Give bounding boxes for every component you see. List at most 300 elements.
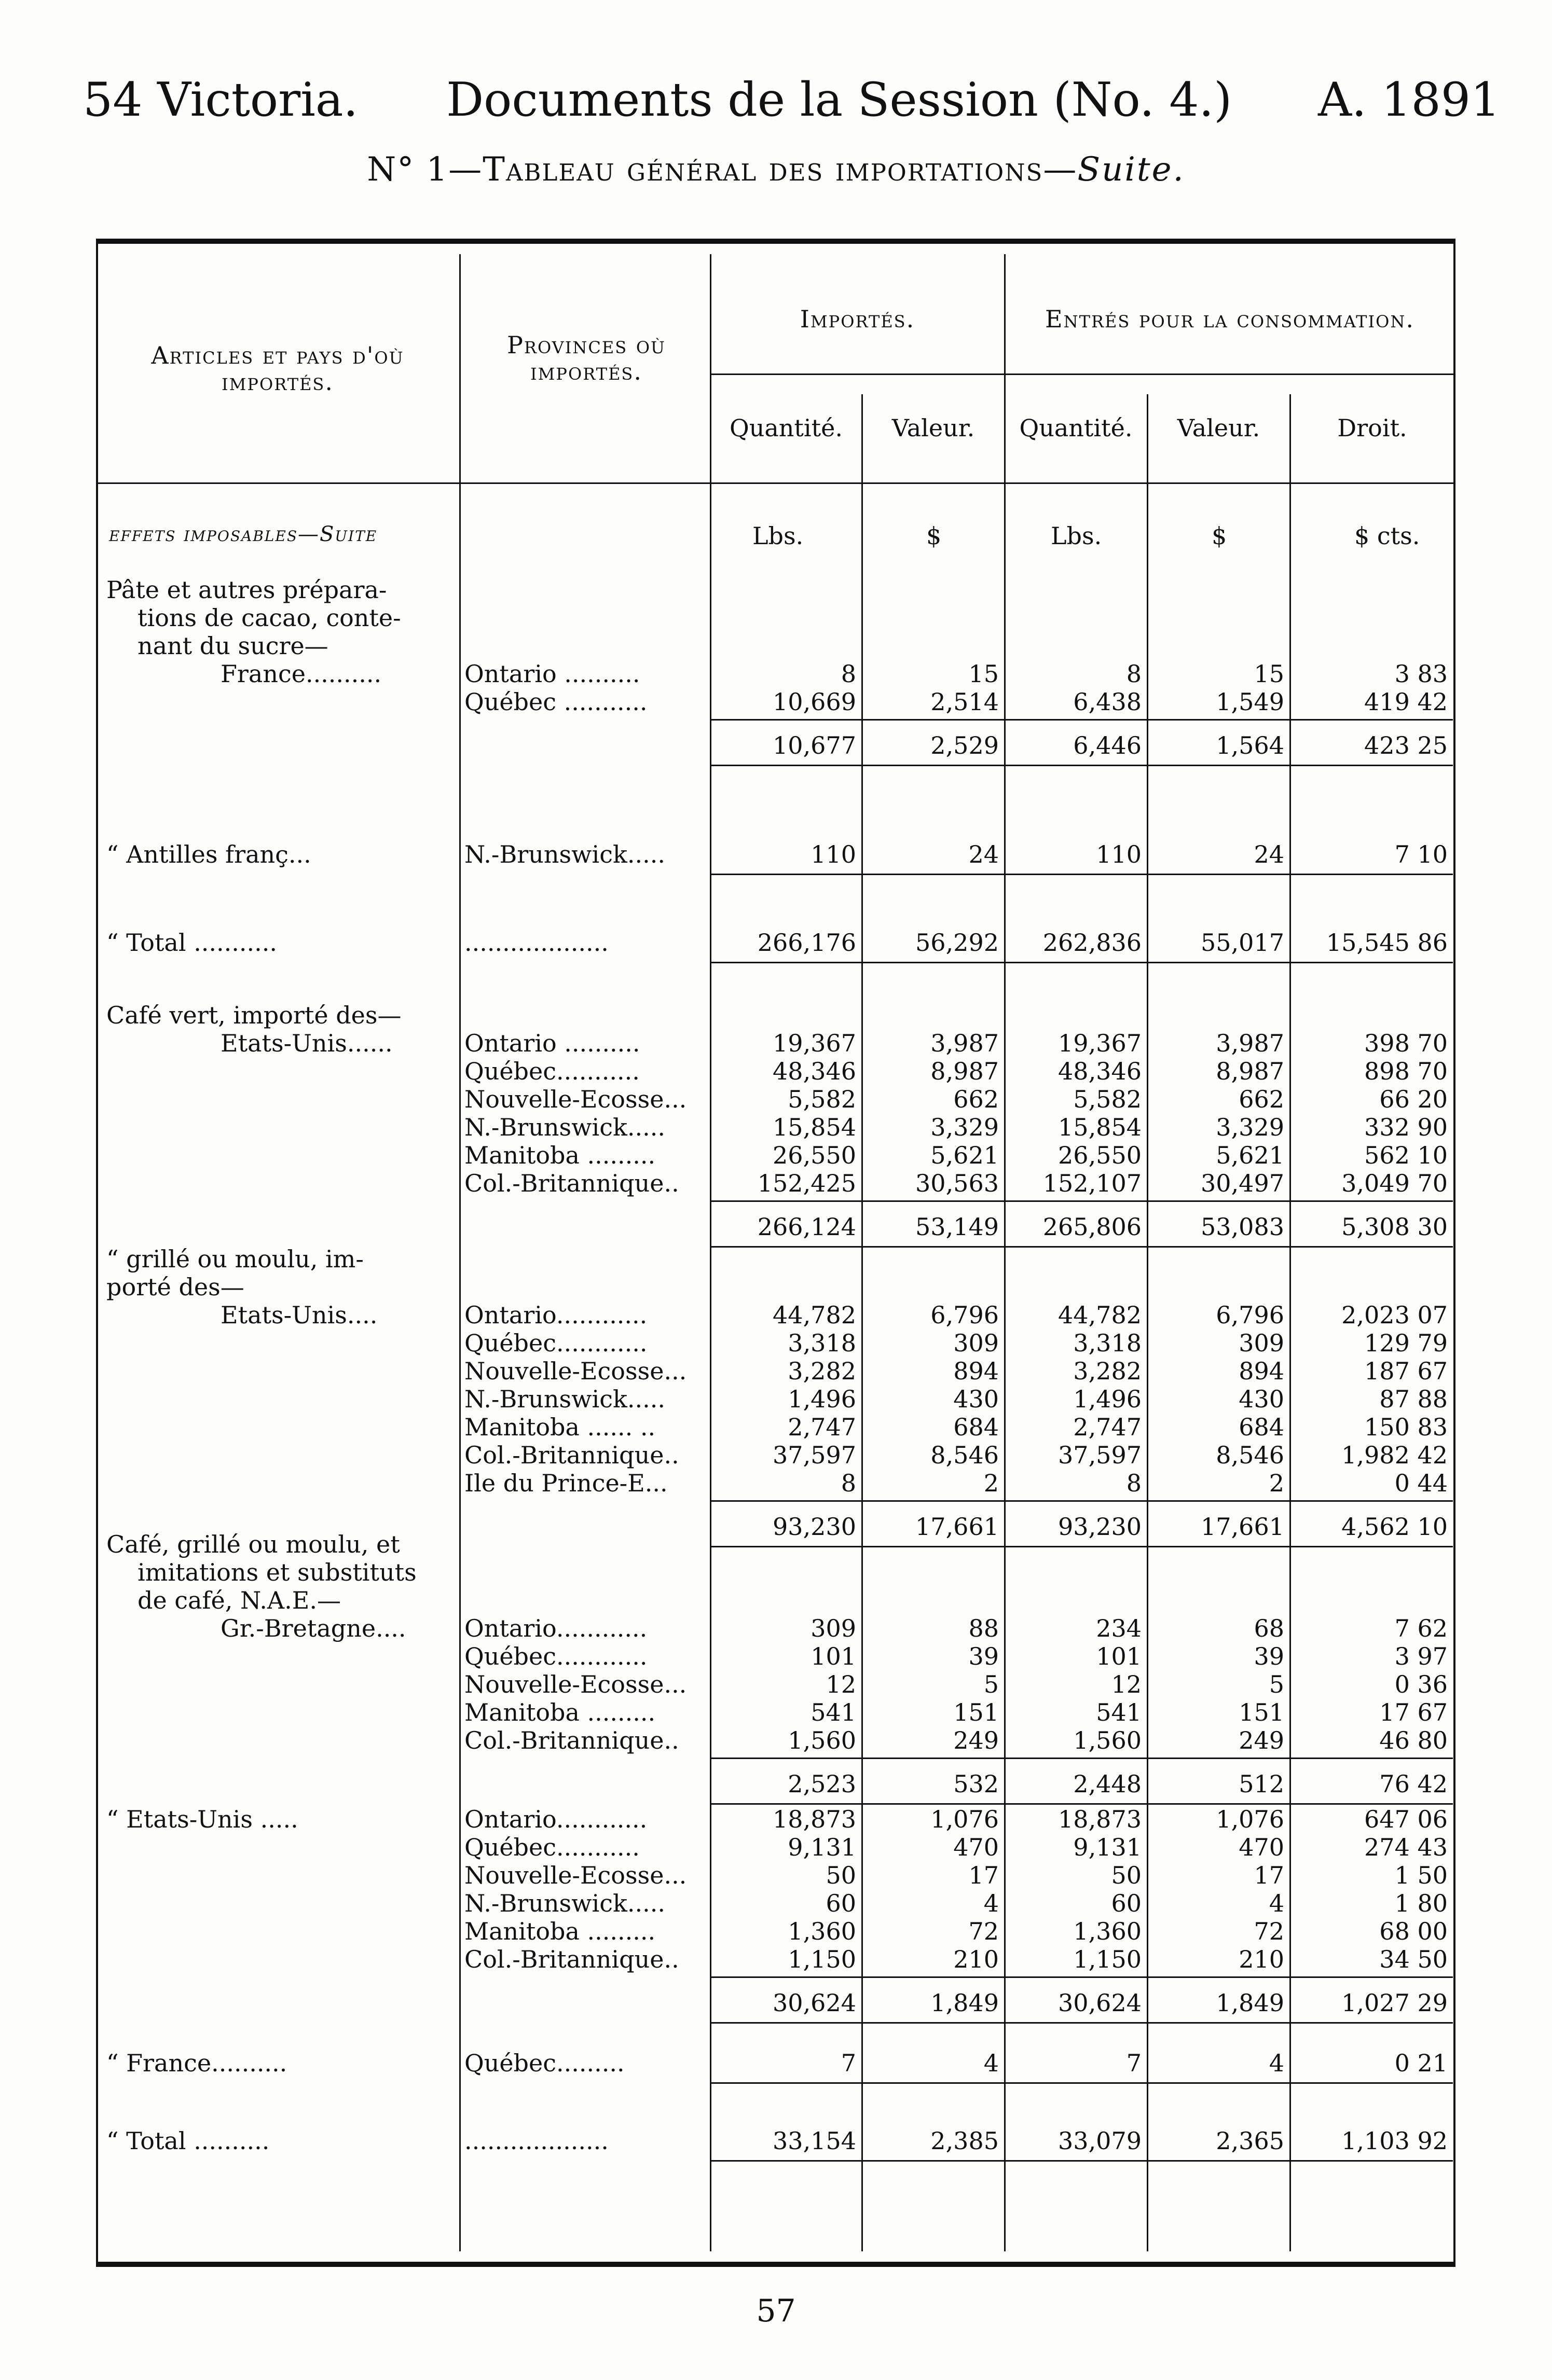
province-label: Col.-Britannique.. — [464, 1169, 679, 1197]
cell-v1: 662 — [953, 1085, 999, 1113]
cell-v2: 15 — [1254, 660, 1284, 688]
cell-d: 66 20 — [1379, 1085, 1448, 1113]
sum-rule — [1005, 1500, 1147, 1502]
cell-d: 34 50 — [1379, 1945, 1448, 1973]
cell-d: 647 06 — [1364, 1805, 1448, 1833]
cell-d: 1,103 92 — [1341, 2127, 1448, 2155]
cell-q2: 262,836 — [1042, 929, 1142, 957]
sum-rule — [862, 1803, 1004, 1805]
province-label: Ontario............ — [464, 1805, 648, 1833]
sum-rule — [1005, 1546, 1147, 1547]
sum-rule — [1147, 874, 1289, 875]
total-q2: 265,806 — [1042, 1213, 1142, 1241]
province-label: Québec ........... — [464, 688, 648, 716]
cell-q2: 6,438 — [1073, 688, 1142, 716]
sum-rule — [862, 1758, 1004, 1759]
cell-q2: 37,597 — [1058, 1441, 1142, 1469]
sum-rule — [710, 1500, 861, 1502]
sum-rule — [1147, 1758, 1289, 1759]
sum-rule — [1005, 1758, 1147, 1759]
cell-q1: 37,597 — [773, 1441, 856, 1469]
province-label: Québec............ — [464, 1329, 648, 1357]
article-label: France.......... — [221, 660, 382, 688]
col-divider — [861, 394, 863, 2251]
cell-d: 187 67 — [1364, 1357, 1448, 1385]
cell-d: 7 62 — [1394, 1614, 1448, 1642]
sum-rule — [1147, 1803, 1289, 1805]
sum-rule — [710, 1546, 861, 1547]
province-label: Québec............ — [464, 1642, 648, 1670]
table-title-suffix: Suite. — [1077, 150, 1185, 189]
section-label: effets imposables—Suite — [109, 522, 378, 546]
cell-q1: 44,782 — [773, 1301, 856, 1329]
province-label: Manitoba ......... — [464, 1917, 656, 1945]
cell-q2: 48,346 — [1058, 1057, 1142, 1085]
sum-rule — [862, 719, 1004, 721]
cell-v1: 151 — [953, 1698, 999, 1726]
cell-v2: 249 — [1239, 1726, 1284, 1754]
sum-rule — [862, 1976, 1004, 1978]
article-label: Café vert, importé des— — [106, 1001, 402, 1029]
sum-rule — [1290, 2160, 1453, 2162]
province-label: Nouvelle-Ecosse... — [464, 1861, 687, 1889]
cell-q1: 5,582 — [788, 1085, 856, 1113]
cell-q2: 8 — [1126, 660, 1142, 688]
cell-q2: 12 — [1111, 1670, 1142, 1698]
cell-q1: 101 — [811, 1642, 856, 1670]
sum-rule — [710, 874, 861, 875]
cell-v2: 309 — [1239, 1329, 1284, 1357]
sum-rule — [1005, 2160, 1147, 2162]
cell-q2: 7 — [1126, 2049, 1142, 2077]
province-label: Québec........... — [464, 1057, 640, 1085]
sum-rule — [1147, 2160, 1289, 2162]
province-label: Ontario............ — [464, 1614, 648, 1642]
total-q2: 30,624 — [1058, 1989, 1142, 2017]
total-v1: 53,149 — [915, 1213, 999, 1241]
cell-q2: 19,367 — [1058, 1029, 1142, 1057]
sum-rule — [1005, 1803, 1147, 1805]
cell-v2: 3,987 — [1216, 1029, 1284, 1057]
province-label: Ontario .......... — [464, 1029, 640, 1057]
sum-rule — [1005, 719, 1147, 721]
sum-rule — [710, 1246, 861, 1248]
cell-q1: 110 — [811, 840, 856, 868]
cell-v2: 39 — [1254, 1642, 1284, 1670]
cell-d: 3,049 70 — [1341, 1169, 1448, 1197]
cell-q1: 1,360 — [788, 1917, 856, 1945]
cell-d: 274 43 — [1364, 1833, 1448, 1861]
sum-rule — [862, 962, 1004, 963]
sum-rule — [1290, 1976, 1453, 1978]
cell-v1: 8,987 — [930, 1057, 999, 1085]
province-label: Col.-Britannique.. — [464, 1945, 679, 1973]
province-label: Nouvelle-Ecosse... — [464, 1085, 687, 1113]
province-label: Nouvelle-Ecosse... — [464, 1357, 687, 1385]
sum-rule — [1005, 765, 1147, 766]
province-label: N.-Brunswick..... — [464, 840, 665, 868]
cell-q1: 2,747 — [788, 1413, 856, 1441]
cell-q2: 5,582 — [1073, 1085, 1142, 1113]
province-label: Col.-Britannique.. — [464, 1726, 679, 1754]
sum-rule — [710, 2082, 861, 2084]
cell-q1: 1,496 — [788, 1385, 856, 1413]
cell-d: 419 42 — [1364, 688, 1448, 716]
total-d: 4,562 10 — [1341, 1513, 1448, 1541]
cell-v1: 1,076 — [930, 1805, 999, 1833]
sum-rule — [1147, 1546, 1289, 1547]
cell-q2: 1,560 — [1073, 1726, 1142, 1754]
cell-q1: 541 — [811, 1698, 856, 1726]
article-label: tions de cacao, conte- — [138, 604, 401, 632]
article-label: “ Total .......... — [106, 2127, 270, 2155]
col-header-quantite-imp: Quantité. — [730, 414, 843, 442]
cell-q1: 26,550 — [773, 1141, 856, 1169]
article-label: “ Total ........... — [106, 929, 278, 957]
sum-rule — [1290, 1546, 1453, 1547]
cell-d: 1 80 — [1394, 1889, 1448, 1917]
cell-d: 68 00 — [1379, 1917, 1448, 1945]
cell-v1: 72 — [968, 1917, 999, 1945]
cell-v1: 5 — [983, 1670, 999, 1698]
province-label: N.-Brunswick..... — [464, 1113, 665, 1141]
total-v2: 512 — [1239, 1770, 1284, 1798]
cell-v2: 1,549 — [1216, 688, 1284, 716]
sum-rule — [710, 962, 861, 963]
cell-v2: 55,017 — [1201, 929, 1284, 957]
col-divider — [459, 254, 461, 2251]
page-number: 57 — [756, 2293, 796, 2329]
cell-v2: 470 — [1239, 1833, 1284, 1861]
cell-v2: 24 — [1254, 840, 1284, 868]
cell-q2: 15,854 — [1058, 1113, 1142, 1141]
cell-d: 0 44 — [1394, 1469, 1448, 1497]
sum-rule — [710, 1976, 861, 1978]
total-v2: 17,661 — [1201, 1513, 1284, 1541]
cell-v1: 3,987 — [930, 1029, 999, 1057]
cell-d: 3 97 — [1394, 1642, 1448, 1670]
sum-rule — [710, 1758, 861, 1759]
sum-rule — [710, 1803, 861, 1805]
cell-q2: 3,282 — [1073, 1357, 1142, 1385]
cell-v2: 4 — [1269, 1889, 1284, 1917]
article-label: Etats-Unis.... — [221, 1301, 378, 1329]
header-center: Documents de la Session (No. 4.) — [446, 73, 1232, 127]
province-label: ................... — [464, 929, 609, 957]
cell-q1: 8 — [841, 1469, 856, 1497]
cell-v1: 6,796 — [930, 1301, 999, 1329]
col-divider — [710, 254, 711, 2251]
cell-v1: 684 — [953, 1413, 999, 1441]
cell-v2: 430 — [1239, 1385, 1284, 1413]
article-label: “ grillé ou moulu, im- — [106, 1245, 364, 1273]
header-rule — [710, 373, 1454, 375]
cell-v2: 662 — [1239, 1085, 1284, 1113]
col-divider — [1147, 394, 1148, 2251]
cell-q2: 26,550 — [1058, 1141, 1142, 1169]
total-d: 423 25 — [1364, 731, 1448, 759]
province-label: Manitoba ......... — [464, 1698, 656, 1726]
cell-d: 15,545 86 — [1326, 929, 1448, 957]
province-label: Québec........... — [464, 1833, 640, 1861]
province-label: Col.-Britannique.. — [464, 1441, 679, 1469]
cell-v1: 210 — [953, 1945, 999, 1973]
province-label: Québec......... — [464, 2049, 625, 2077]
cell-v2: 17 — [1254, 1861, 1284, 1889]
total-q1: 2,523 — [788, 1770, 856, 1798]
article-label: de café, N.A.E.— — [138, 1586, 341, 1614]
cell-q2: 33,079 — [1058, 2127, 1142, 2155]
sum-rule — [1005, 1200, 1147, 1202]
cell-v1: 309 — [953, 1329, 999, 1357]
cell-q2: 110 — [1096, 840, 1142, 868]
cell-v1: 8,546 — [930, 1441, 999, 1469]
total-q2: 2,448 — [1073, 1770, 1142, 1798]
cell-d: 7 10 — [1394, 840, 1448, 868]
cell-q2: 9,131 — [1073, 1833, 1142, 1861]
header-rule — [98, 482, 1453, 484]
total-v1: 17,661 — [915, 1513, 999, 1541]
cell-q1: 9,131 — [788, 1833, 856, 1861]
cell-q2: 18,873 — [1058, 1805, 1142, 1833]
cell-q1: 15,854 — [773, 1113, 856, 1141]
sum-rule — [862, 765, 1004, 766]
cell-v2: 684 — [1239, 1413, 1284, 1441]
cell-d: 1,982 42 — [1341, 1441, 1448, 1469]
cell-q1: 19,367 — [773, 1029, 856, 1057]
sum-rule — [1290, 2022, 1453, 2024]
sum-rule — [1290, 1200, 1453, 1202]
sum-rule — [1005, 962, 1147, 963]
cell-q1: 1,560 — [788, 1726, 856, 1754]
col-header-valeur-imp: Valeur. — [891, 414, 975, 442]
col-header-droit: Droit. — [1337, 414, 1407, 442]
cell-q2: 44,782 — [1058, 1301, 1142, 1329]
province-label: Ontario .......... — [464, 660, 640, 688]
cell-q1: 152,425 — [757, 1169, 856, 1197]
sum-rule — [862, 1200, 1004, 1202]
cell-q2: 1,496 — [1073, 1385, 1142, 1413]
article-label: “ Etats-Unis ..... — [106, 1805, 298, 1833]
total-v1: 2,529 — [930, 731, 999, 759]
cell-d: 1 50 — [1394, 1861, 1448, 1889]
sum-rule — [862, 2082, 1004, 2084]
cell-v2: 4 — [1269, 2049, 1284, 2077]
cell-q1: 7 — [841, 2049, 856, 2077]
province-label: Nouvelle-Ecosse... — [464, 1670, 687, 1698]
header-left: 54 Victoria. — [83, 73, 359, 127]
sum-rule — [862, 1500, 1004, 1502]
cell-v1: 56,292 — [915, 929, 999, 957]
col-header-valeur-cons: Valeur. — [1177, 414, 1260, 442]
cell-v1: 4 — [983, 2049, 999, 2077]
cell-d: 129 79 — [1364, 1329, 1448, 1357]
unit-valeur-cons: $ — [1212, 522, 1227, 550]
province-label: Manitoba ......... — [464, 1141, 656, 1169]
cell-v2: 210 — [1239, 1945, 1284, 1973]
article-label: imitations et substituts — [138, 1558, 417, 1586]
cell-q1: 3,282 — [788, 1357, 856, 1385]
col-divider — [1004, 254, 1006, 2251]
cell-v2: 6,796 — [1216, 1301, 1284, 1329]
sum-rule — [1290, 765, 1453, 766]
cell-q1: 33,154 — [773, 2127, 856, 2155]
cell-q2: 541 — [1096, 1698, 1142, 1726]
cell-v1: 5,621 — [930, 1141, 999, 1169]
cell-q2: 60 — [1111, 1889, 1142, 1917]
total-v1: 1,849 — [930, 1989, 999, 2017]
article-label: “ Antilles franç... — [106, 840, 311, 868]
cell-v2: 894 — [1239, 1357, 1284, 1385]
table-title-main: N° 1—Tableau général des importations— — [367, 150, 1078, 189]
cell-v1: 30,563 — [915, 1169, 999, 1197]
total-q2: 6,446 — [1073, 731, 1142, 759]
total-v2: 1,564 — [1216, 731, 1284, 759]
cell-d: 398 70 — [1364, 1029, 1448, 1057]
total-d: 76 42 — [1379, 1770, 1448, 1798]
col-divider — [1289, 394, 1291, 2251]
col-header-importes: Importés. — [800, 305, 915, 333]
sum-rule — [1290, 1758, 1453, 1759]
cell-v2: 2,365 — [1216, 2127, 1284, 2155]
cell-q2: 3,318 — [1073, 1329, 1142, 1357]
cell-v1: 894 — [953, 1357, 999, 1385]
sum-rule — [1290, 1246, 1453, 1248]
sum-rule — [1005, 1976, 1147, 1978]
cell-v2: 72 — [1254, 1917, 1284, 1945]
total-v2: 1,849 — [1216, 1989, 1284, 2017]
sum-rule — [1290, 1803, 1453, 1805]
cell-q1: 8 — [841, 660, 856, 688]
province-label: Ile du Prince-E... — [464, 1469, 668, 1497]
cell-v2: 8,546 — [1216, 1441, 1284, 1469]
cell-v2: 5 — [1269, 1670, 1284, 1698]
cell-d: 17 67 — [1379, 1698, 1448, 1726]
col-header-quantite-cons: Quantité. — [1019, 414, 1133, 442]
sum-rule — [1005, 2082, 1147, 2084]
cell-q2: 1,150 — [1073, 1945, 1142, 1973]
cell-v1: 470 — [953, 1833, 999, 1861]
sum-rule — [1147, 2022, 1289, 2024]
header-right: A. 1891 — [1318, 73, 1501, 127]
sum-rule — [710, 2160, 861, 2162]
unit-quantite-cons: Lbs. — [1051, 522, 1102, 550]
table-title — [0, 150, 1552, 189]
article-label: Etats-Unis...... — [221, 1029, 393, 1057]
sum-rule — [1290, 962, 1453, 963]
cell-v1: 249 — [953, 1726, 999, 1754]
col-header-articles: Articles et pays d'où importés. — [151, 341, 404, 396]
cell-q1: 48,346 — [773, 1057, 856, 1085]
sum-rule — [1290, 874, 1453, 875]
sum-rule — [1147, 1500, 1289, 1502]
cell-q1: 10,669 — [773, 688, 856, 716]
article-label: Café, grillé ou moulu, et — [106, 1530, 400, 1558]
cell-q2: 8 — [1126, 1469, 1142, 1497]
cell-q2: 50 — [1111, 1861, 1142, 1889]
article-label: Pâte et autres prépara- — [106, 576, 387, 604]
cell-q1: 12 — [826, 1670, 856, 1698]
sum-rule — [1147, 962, 1289, 963]
cell-v1: 4 — [983, 1889, 999, 1917]
total-q1: 30,624 — [773, 1989, 856, 2017]
cell-v2: 151 — [1239, 1698, 1284, 1726]
cell-v1: 2,514 — [930, 688, 999, 716]
article-label: Gr.-Bretagne.... — [221, 1614, 406, 1642]
sum-rule — [862, 1546, 1004, 1547]
cell-v2: 68 — [1254, 1614, 1284, 1642]
unit-quantite-imp: Lbs. — [752, 522, 804, 550]
province-label: Ontario............ — [464, 1301, 648, 1329]
sum-rule — [1005, 2022, 1147, 2024]
cell-q2: 2,747 — [1073, 1413, 1142, 1441]
cell-d: 150 83 — [1364, 1413, 1448, 1441]
sum-rule — [1290, 2082, 1453, 2084]
cell-q2: 152,107 — [1042, 1169, 1142, 1197]
sum-rule — [710, 1200, 861, 1202]
cell-q2: 1,360 — [1073, 1917, 1142, 1945]
sum-rule — [710, 719, 861, 721]
province-label: N.-Brunswick..... — [464, 1385, 665, 1413]
cell-v1: 24 — [968, 840, 999, 868]
cell-d: 562 10 — [1364, 1141, 1448, 1169]
cell-v2: 5,621 — [1216, 1141, 1284, 1169]
sum-rule — [1290, 719, 1453, 721]
sum-rule — [1147, 1246, 1289, 1248]
sum-rule — [710, 765, 861, 766]
cell-v1: 15 — [968, 660, 999, 688]
cell-v2: 30,497 — [1201, 1169, 1284, 1197]
cell-v1: 88 — [968, 1614, 999, 1642]
cell-q1: 1,150 — [788, 1945, 856, 1973]
sum-rule — [862, 2022, 1004, 2024]
sum-rule — [1147, 1976, 1289, 1978]
cell-v1: 39 — [968, 1642, 999, 1670]
sum-rule — [1005, 874, 1147, 875]
cell-v2: 1,076 — [1216, 1805, 1284, 1833]
total-q1: 266,124 — [757, 1213, 856, 1241]
total-d: 5,308 30 — [1341, 1213, 1448, 1241]
cell-d: 2,023 07 — [1341, 1301, 1448, 1329]
total-d: 1,027 29 — [1341, 1989, 1448, 2017]
total-v1: 532 — [953, 1770, 999, 1798]
col-header-provinces: Provinces où importés. — [506, 331, 666, 385]
cell-v1: 430 — [953, 1385, 999, 1413]
cell-q2: 234 — [1096, 1614, 1142, 1642]
cell-d: 46 80 — [1379, 1726, 1448, 1754]
cell-v1: 2 — [983, 1469, 999, 1497]
cell-d: 332 90 — [1364, 1113, 1448, 1141]
cell-v2: 2 — [1269, 1469, 1284, 1497]
province-label: N.-Brunswick..... — [464, 1889, 665, 1917]
article-label: porté des— — [106, 1273, 244, 1301]
sum-rule — [1290, 1500, 1453, 1502]
province-label: ................... — [464, 2127, 609, 2155]
article-label: “ France.......... — [106, 2049, 287, 2077]
sum-rule — [862, 1246, 1004, 1248]
total-q1: 93,230 — [773, 1513, 856, 1541]
cell-v2: 3,329 — [1216, 1113, 1284, 1141]
cell-d: 3 83 — [1394, 660, 1448, 688]
sum-rule — [1147, 2082, 1289, 2084]
sum-rule — [1147, 719, 1289, 721]
sum-rule — [1147, 765, 1289, 766]
unit-valeur-imp: $ — [926, 522, 942, 550]
cell-q1: 3,318 — [788, 1329, 856, 1357]
article-label: nant du sucre— — [138, 632, 328, 660]
cell-q1: 309 — [811, 1614, 856, 1642]
cell-v1: 3,329 — [930, 1113, 999, 1141]
